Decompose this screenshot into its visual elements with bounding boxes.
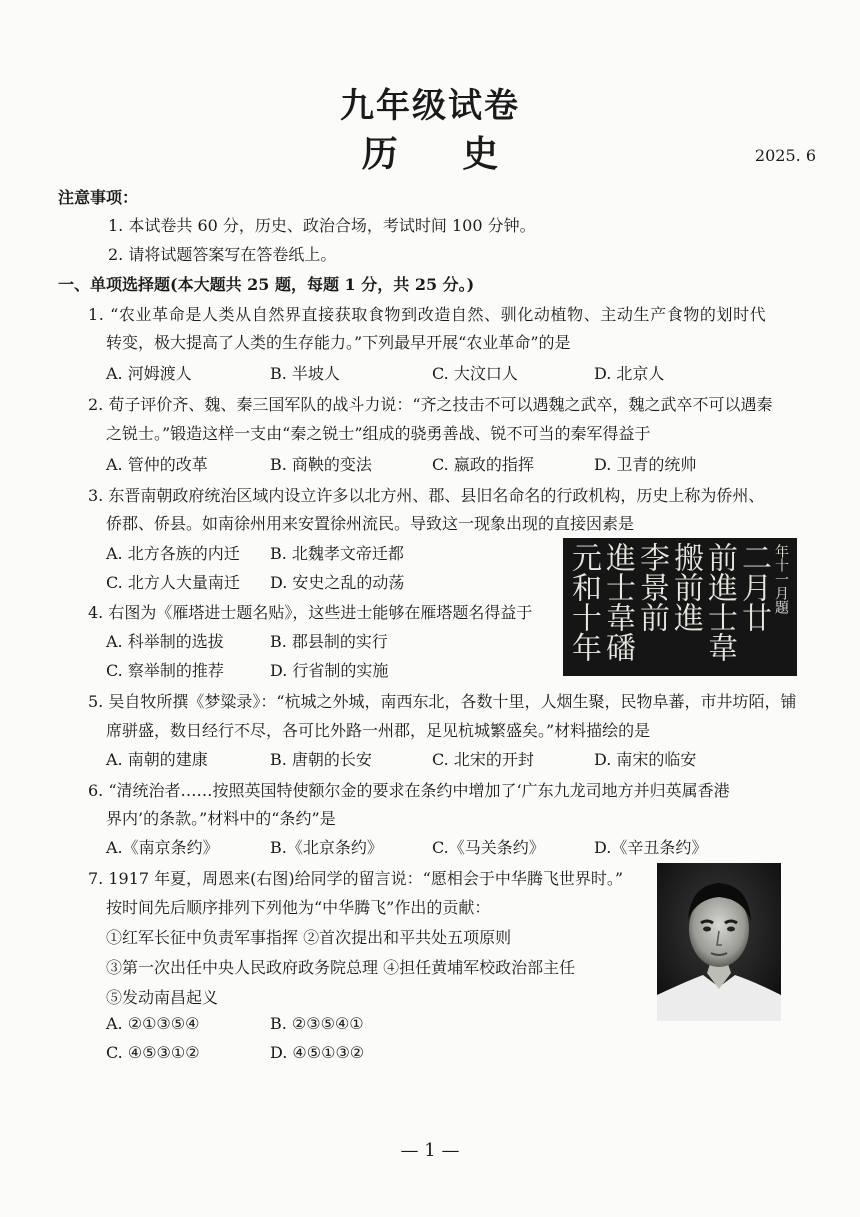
exam-title: 九年级试卷 xyxy=(340,86,520,126)
question-2-text: 之锐士。”锻造这样一支由“秦之锐士”组成的骁勇善战、锐不可当的秦军得益于 xyxy=(106,424,651,443)
question-5-text: 席骈盛，数日经行不尽，各可比外路一州郡，足见杭城繁盛矣。”材料描绘的是 xyxy=(106,721,651,740)
option-c: C. 嬴政的指挥 xyxy=(432,455,534,474)
inscription-column: 進士韋磻 xyxy=(600,542,635,662)
option-d: D.《辛丑条约》 xyxy=(594,838,708,857)
option-c: C.《马关条约》 xyxy=(432,838,545,857)
section-heading: 一、单项选择题(本大题共 25 题，每题 1 分，共 25 分。) xyxy=(58,275,475,294)
inscription-column: 搬前進 xyxy=(668,542,703,632)
question-7-text: 按时间先后顺序排列下列他为“中华腾飞”作出的贡献： xyxy=(106,898,491,917)
option-a: A. 北方各族的内迁 xyxy=(106,544,240,563)
question-5-text: 5. 吴自牧所撰《梦粱录》：“杭城之外城，南西东北，各数十里，人烟生聚，民物阜蕃，市井坊陌，铺 xyxy=(88,692,797,711)
option-c: C. 大汶口人 xyxy=(432,364,518,383)
option-d: D. 卫青的统帅 xyxy=(594,455,697,474)
notice-item: 2. 请将试题答案写在答卷纸上。 xyxy=(108,245,337,264)
option-b: B. 商鞅的变法 xyxy=(270,455,372,474)
option-d: D. 北京人 xyxy=(594,364,665,383)
option-d: D. ④⑤①③② xyxy=(270,1043,365,1062)
question-3-text: 3. 东晋南朝政府统治区域内设立许多以北方州、郡、县旧名命名的行政机构，历史上称为侨州、 xyxy=(88,486,765,505)
inscription-column: 元和十年 xyxy=(566,542,601,662)
question-3-text: 侨郡、侨县。如南徐州用来安置徐州流民。导致这一现象出现的直接因素是 xyxy=(106,514,635,533)
option-b: B. 郡县制的实行 xyxy=(270,632,388,651)
option-b: B. 北魏孝文帝迁都 xyxy=(270,544,404,563)
question-6-text: 界内’的条款。”材料中的“条约”是 xyxy=(106,809,336,828)
zhou-enlai-portrait xyxy=(657,863,781,1021)
option-a: A. ②①③⑤④ xyxy=(106,1014,200,1033)
inscription-column: 年十一月題 xyxy=(773,544,789,614)
question-6-text: 6. “清统治者……按照英国特使额尔金的要求在条约中增加了‘广东九龙司地方并归英属香港 xyxy=(88,781,730,800)
question-7-choices: ③第一次出任中央人民政府政务院总理 ④担任黄埔军校政治部主任 xyxy=(106,958,576,977)
question-2-text: 2. 荀子评价齐、魏、秦三国军队的战斗力说：“齐之技击不可以遇魏之武卒，魏之武卒不可以遇秦 xyxy=(88,395,773,414)
exam-date: 2025. 6 xyxy=(754,146,816,165)
option-d: D. 南宋的临安 xyxy=(594,750,697,769)
option-c: C. 北宋的开封 xyxy=(432,750,534,769)
option-b: B. 半坡人 xyxy=(270,364,340,383)
option-a: A. 管仲的改革 xyxy=(106,455,208,474)
yanta-inscription-image xyxy=(563,538,797,676)
option-c: C. 察举制的推荐 xyxy=(106,661,224,680)
question-1-text: 转变，极大提高了人类的生存能力。”下列最早开展“农业革命”的是 xyxy=(106,333,571,352)
question-7-text: 7. 1917 年夏，周恩来(右图)给同学的留言说：“愿相会于中华腾飞世界时。” xyxy=(88,869,624,888)
option-d: D. 行省制的实施 xyxy=(270,661,389,680)
option-b: B. ②③⑤④① xyxy=(270,1014,364,1033)
notice-item: 1. 本试卷共 60 分，历史、政治合场，考试时间 100 分钟。 xyxy=(108,216,536,235)
option-a: A.《南京条约》 xyxy=(106,838,219,857)
question-7-choices: ⑤发动南昌起义 xyxy=(106,988,219,1007)
question-1-text: 1. “农业革命是人类从自然界直接获取食物到改造自然、驯化动植物、主动生产食物的划时代 xyxy=(88,305,767,324)
subject-title: 历 史 xyxy=(361,133,525,175)
inscription-column: 前進士韋 xyxy=(702,542,737,662)
option-a: A. 河姆渡人 xyxy=(106,364,192,383)
page-number: — 1 — xyxy=(400,1140,460,1161)
inscription-column: 二月廿 xyxy=(736,542,771,632)
option-d: D. 安史之乱的动荡 xyxy=(270,573,405,592)
option-a: A. 南朝的建康 xyxy=(106,750,208,769)
question-4-text: 4. 右图为《雁塔进士题名贴》，这些进士能够在雁塔题名得益于 xyxy=(88,603,533,622)
option-b: B.《北京条约》 xyxy=(270,838,383,857)
option-a: A. 科举制的选拔 xyxy=(106,632,224,651)
notice-heading: 注意事项： xyxy=(58,188,139,207)
option-c: C. ④⑤③①② xyxy=(106,1043,200,1062)
option-b: B. 唐朝的长安 xyxy=(270,750,372,769)
question-7-choices: ①红军长征中负责军事指挥 ②首次提出和平共处五项原则 xyxy=(106,928,512,947)
option-c: C. 北方人大量南迁 xyxy=(106,573,240,592)
inscription-column: 李景前 xyxy=(634,542,669,632)
